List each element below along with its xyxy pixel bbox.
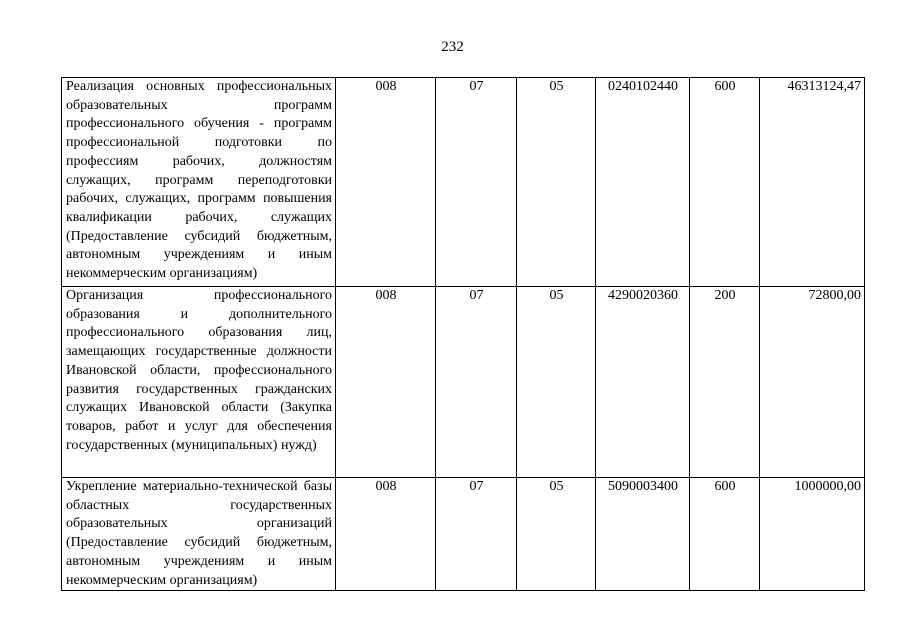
amount: 72800,00 <box>760 287 865 478</box>
target-article-code: 4290020360 <box>596 287 690 478</box>
expense-type-code: 200 <box>690 287 760 478</box>
row-description: Организация профессионального образования и дополнительного профессионального образования лиц, замещающих государственные должности Ивановской области, профессионального развития государственных гражданских служащих Ивановской области (Закупка товаров, работ и услуг для обеспечения государственных (муниципальных) нужд) <box>62 287 336 478</box>
page-number: 232 <box>441 39 464 55</box>
table-row <box>62 478 865 591</box>
subsection-code: 05 <box>517 78 596 287</box>
target-article-code: 0240102440 <box>596 78 690 287</box>
section-code: 07 <box>436 287 517 478</box>
expense-type-code: 600 <box>690 78 760 287</box>
amount: 46313124,47 <box>760 78 865 287</box>
ministry-code: 008 <box>336 287 436 478</box>
row-description: Реализация основных профессиональных образовательных программ профессионального обучения - программ профессиональной подготовки по профессиям рабочих, должностям служащих, программ переподготовки рабочих, служащих, программ повышения квалификации рабочих, служащих (Предоставление субсидий бюджетным, автономным учреждениям и иным некоммерческим организациям) <box>62 78 336 287</box>
ministry-code: 008 <box>336 478 436 591</box>
row-description: Укрепление материально-технической базы областных государственных образовательных организаций (Предоставление субсидий бюджетным, автономным учреждениям и иным некоммерческим организациям) <box>62 478 336 591</box>
amount: 1000000,00 <box>760 478 865 591</box>
table-row <box>62 78 865 287</box>
subsection-code: 05 <box>517 287 596 478</box>
ministry-code: 008 <box>336 78 436 287</box>
section-code: 07 <box>436 78 517 287</box>
budget-table <box>61 77 865 591</box>
section-code: 07 <box>436 478 517 591</box>
target-article-code: 5090003400 <box>596 478 690 591</box>
table-row <box>62 287 865 478</box>
subsection-code: 05 <box>517 478 596 591</box>
expense-type-code: 600 <box>690 478 760 591</box>
